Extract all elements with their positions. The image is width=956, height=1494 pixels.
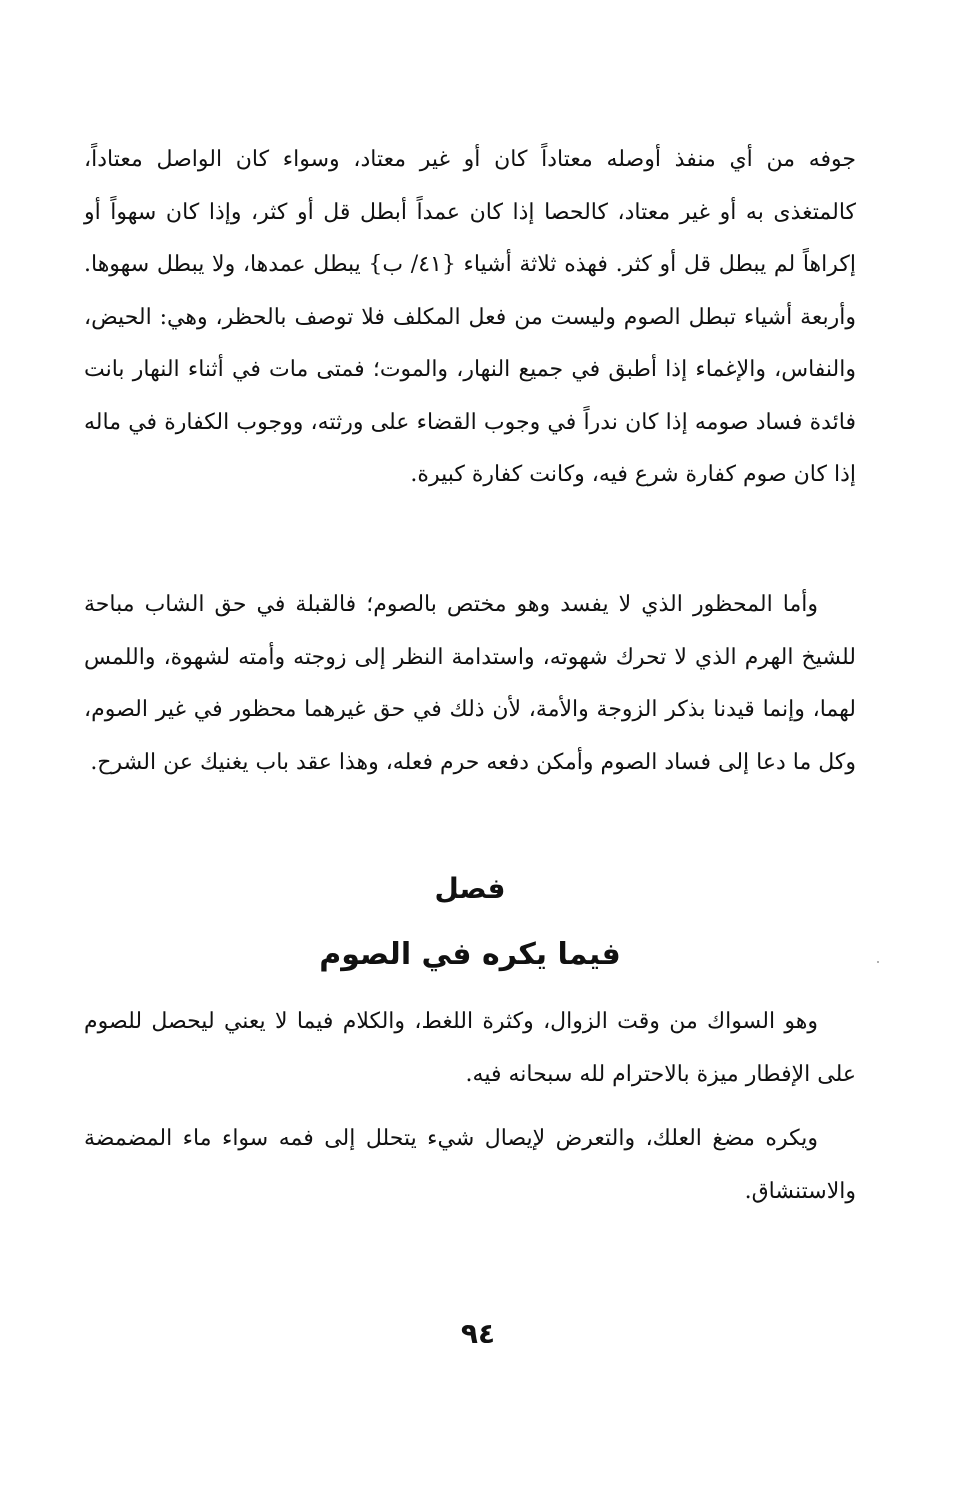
section-subheading: فيما يكره في الصوم: [319, 937, 621, 972]
paragraph-disliked-acts: وهو السواك من وقت الزوال، وكثرة اللغط، والكلام فيما لا يعني ليحصل للصوم على الإفطار ميزة بالاحترام لله سبحانه فيه.: [84, 1009, 856, 1087]
paragraph-fasting-invalidators: جوفه من أي منفذ أوصله معتاداً كان أو غير معتاد، وسواء كان الواصل معتاداً، كالمتغذى به أو غير معتاد، كالحصا إذا كان عمداً أبطل قل أو كثر، وإذا كان سهواً أو إكراهاً لم يبطل قل أو كثر. فهذه ثلاثة أشياء {٤١/ ب} يبطل عمدها، ولا يبطل سهوها. وأربعة أشياء تبطل الصوم وليست من فعل المكلف فلا توصف بالحظر، وهي: الحيض، والنفاس، والإغماء إذا أطبق في جميع النهار، والموت؛ فمتى مات في أثناء النهار بانت فائدة فساد صومه إذا كان ندراً في وجوب القضاء على ورثته، ووجوب الكفارة في ماله إذا كان صوم كفارة شرع فيه، وكانت كفارة كبيرة.: [84, 147, 856, 487]
paragraph-chewing-gum: ويكره مضغ العلك، والتعرض لإيصال شيء يتحلل إلى فمه سواء ماء المضمضة والاستنشاق.: [84, 1126, 856, 1204]
paragraph-forbidden-non-invalidating: وأما المحظور الذي لا يفسد وهو مختص بالصوم؛ فالقبلة في حق الشاب مباحة للشيخ الهرم الذي لا تحرك شهوته، واستدامة النظر إلى زوجته وأمته لشهوة، واللمس لهما، وإنما قيدنا بذكر الزوجة والأمة، لأن ذلك في حق غيرهما محظور في غير الصوم، وكل ما دعا إلى فساد الصوم وأمكن دفعه حرم فعله، وهذا عقد باب يغنيك عن الشرح.: [84, 592, 856, 775]
scan-speck: [877, 961, 879, 963]
page-number: ٩٤: [460, 1317, 496, 1350]
section-heading: فصل: [434, 872, 506, 905]
